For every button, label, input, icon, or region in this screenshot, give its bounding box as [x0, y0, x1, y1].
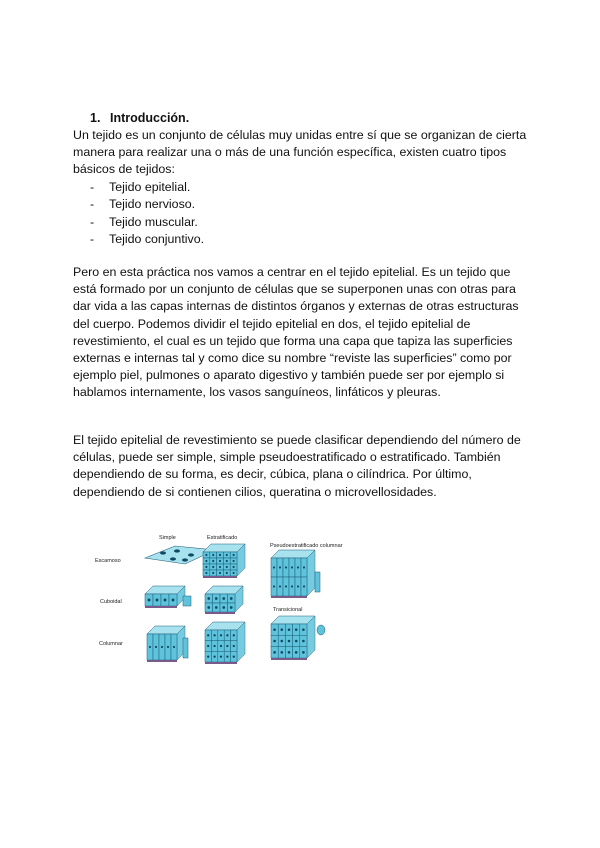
- list-item-text: Tejido epitelial.: [109, 180, 191, 194]
- columnar-stratified-nucleus: [207, 634, 209, 636]
- transitional-nucleus: [288, 651, 291, 654]
- transitional-nucleus: [281, 640, 284, 643]
- transitional-nucleus: [302, 651, 305, 654]
- intro-text: Un tejido es un conjunto de células muy unidas entre sí que se organizan de cierta manera para realizar una o más de una función específica, existen cuatro tipos básicos de tejidos:: [73, 128, 527, 177]
- squamous-stratified-nucleus: [226, 572, 228, 574]
- epithelial-tissue-figure: [75, 526, 365, 671]
- columnar-simple-nucleus: [155, 646, 157, 648]
- cuboidal-simple-nucleus: [148, 599, 151, 602]
- pseudostratified-basement: [271, 596, 307, 598]
- pseudostratified-side: [307, 550, 315, 596]
- squamous-stratified-nucleus: [205, 560, 207, 562]
- transitional-nucleus: [302, 628, 305, 631]
- transitional-nucleus: [295, 628, 298, 631]
- pseudostratified-nucleus: [297, 566, 299, 568]
- columnar-single-cell: [183, 638, 188, 658]
- cuboidal-stratified-basement: [205, 612, 235, 614]
- list-item-text: Tejido conjuntivo.: [109, 232, 205, 247]
- pseudostratified-nucleus: [291, 585, 293, 587]
- label-cuboidal: Cuboidal: [100, 599, 122, 605]
- pseudostratified-nucleus: [285, 585, 287, 587]
- squamous-stratified-nucleus: [219, 560, 221, 562]
- label-squamous: Escamoso: [95, 558, 121, 564]
- section-heading: [90, 111, 189, 125]
- label-columnar: Columnar: [99, 641, 123, 647]
- transitional-nucleus: [302, 640, 305, 643]
- transitional-nucleus: [281, 628, 284, 631]
- cuboidal-stratified-nucleus: [215, 597, 218, 600]
- cuboidal-simple-basement: [145, 606, 177, 608]
- list-item-text: Tejido nervioso.: [109, 197, 196, 212]
- epithelial-text: Pero en esta práctica nos vamos a centrar en el tejido epitelial. Es un tejido que está formado por un conjunto de células que se superponen unas con otras para dar vida a las capas internas de distintos órganos y externas de otras estructuras del cuerpo. Podemos dividir el tejido epitelial en dos, el tejido epitelial de revestimiento, el cual es un tejido que forma una capa que tapiza las superficies externas e internas tal y como dice su nombre “reviste las superficies” como por ejemplo piel, pulmones o aparato digestivo y también puede ser por ejemplo si hablamos internamente, los vasos sanguíneos, linfáticos y pleuras.: [73, 265, 519, 400]
- squamous-stratified-nucleus: [233, 554, 235, 556]
- transitional-nucleus: [295, 651, 298, 654]
- squamous-stratified-nucleus: [205, 572, 207, 574]
- list-item: - Tejido conjuntivo.: [90, 231, 204, 248]
- transitional-nucleus: [273, 640, 276, 643]
- columnar-stratified-nucleus: [226, 634, 228, 636]
- squamous-stratified-nucleus: [226, 560, 228, 562]
- cuboidal-stratified-nucleus: [207, 606, 210, 609]
- list-item: - Tejido nervioso.: [90, 196, 204, 213]
- cuboidal-stratified-nucleus: [215, 606, 218, 609]
- transitional-basement: [271, 658, 307, 660]
- columnar-stratified-nucleus: [220, 634, 222, 636]
- squamous-stratified-nucleus: [233, 572, 235, 574]
- cuboidal-simple-nucleus: [164, 599, 167, 602]
- squamous-stratified-nucleus: [233, 566, 235, 568]
- pseudostratified-nucleus: [291, 566, 293, 568]
- squamous-stratified-nucleus: [233, 560, 235, 562]
- cuboidal-simple-nucleus: [156, 599, 159, 602]
- squamous-simple-nucleus: [160, 551, 166, 554]
- pseudostratified-nucleus: [285, 566, 287, 568]
- squamous-stratified-nucleus: [212, 572, 214, 574]
- intro-paragraph: [73, 127, 533, 179]
- label-transitional: Transicional: [273, 607, 303, 613]
- cuboidal-stratified-nucleus: [222, 597, 225, 600]
- columnar-stratified-nucleus: [213, 645, 215, 647]
- squamous-simple-nucleus: [170, 557, 176, 560]
- classification-text: El tejido epitelial de revestimiento se puede clasificar dependiendo del número de células, puede ser simple, simple pseudoestratificado o estratificado. También dependiendo de su forma, es decir, cúbica, plana o cilíndrica. Por último, dependiendo de si contienen cilios, queratina o microvellosidades.: [73, 433, 521, 499]
- columnar-stratified-basement: [205, 662, 237, 664]
- squamous-stratified-nucleus: [219, 572, 221, 574]
- list-item: - Tejido muscular.: [90, 214, 204, 231]
- columnar-stratified-nucleus: [233, 634, 235, 636]
- tissue-types-list: [90, 179, 204, 249]
- columnar-stratified-nucleus: [226, 645, 228, 647]
- pseudostratified-nucleus: [273, 585, 275, 587]
- pseudostratified-nucleus: [279, 585, 281, 587]
- columnar-simple-nucleus: [161, 646, 163, 648]
- cuboidal-stratified-nucleus: [230, 606, 233, 609]
- cuboidal-stratified-nucleus: [230, 597, 233, 600]
- cuboidal-stratified-nucleus: [222, 606, 225, 609]
- squamous-stratified-nucleus: [212, 560, 214, 562]
- squamous-stratified-nucleus: [219, 554, 221, 556]
- columnar-simple-nucleus: [167, 646, 169, 648]
- squamous-stratified-nucleus: [212, 554, 214, 556]
- transitional-single-cell: [317, 625, 325, 635]
- columnar-stratified-nucleus: [220, 656, 222, 658]
- pseudostratified-nucleus: [273, 566, 275, 568]
- columnar-stratified-nucleus: [213, 656, 215, 658]
- squamous-stratified-nucleus: [212, 566, 214, 568]
- squamous-simple-nucleus: [174, 549, 180, 552]
- columnar-stratified-nucleus: [207, 656, 209, 658]
- pseudostratified-nucleus: [303, 566, 305, 568]
- squamous-stratified-basement: [203, 576, 237, 578]
- squamous-stratified-nucleus: [226, 554, 228, 556]
- transitional-nucleus: [281, 651, 284, 654]
- cuboidal-simple-nucleus: [172, 599, 175, 602]
- squamous-simple-nucleus: [182, 558, 188, 561]
- columnar-simple-basement: [147, 660, 177, 662]
- columnar-simple-nucleus: [173, 646, 175, 648]
- pseudostratified-nucleus: [279, 566, 281, 568]
- columnar-stratified-nucleus: [233, 656, 235, 658]
- section-number: 1.: [90, 111, 101, 125]
- cuboidal-stratified-nucleus: [207, 597, 210, 600]
- label-stratified: Estratificado: [207, 535, 238, 541]
- transitional-nucleus: [288, 628, 291, 631]
- pseudostratified-nucleus: [297, 585, 299, 587]
- list-item-text: Tejido muscular.: [109, 214, 198, 229]
- section-title: Introducción.: [110, 111, 190, 125]
- columnar-stratified-nucleus: [226, 656, 228, 658]
- epithelial-paragraph: [73, 264, 533, 402]
- columnar-stratified-nucleus: [207, 645, 209, 647]
- columnar-stratified-nucleus: [213, 634, 215, 636]
- cuboidal-single-cell: [183, 596, 191, 606]
- transitional-nucleus: [273, 651, 276, 654]
- squamous-simple-nucleus: [188, 553, 194, 556]
- columnar-stratified-nucleus: [233, 645, 235, 647]
- transitional-nucleus: [295, 640, 298, 643]
- transitional-nucleus: [273, 628, 276, 631]
- squamous-stratified-nucleus: [205, 554, 207, 556]
- label-pseudostratified: Pseudoestratificado columnar: [270, 543, 343, 549]
- squamous-stratified-nucleus: [205, 566, 207, 568]
- squamous-stratified-nucleus: [226, 566, 228, 568]
- classification-paragraph: [73, 432, 533, 501]
- pseudostratified-single-cell: [315, 572, 320, 592]
- transitional-nucleus: [288, 640, 291, 643]
- label-simple: Simple: [159, 535, 176, 541]
- columnar-stratified-nucleus: [220, 645, 222, 647]
- pseudostratified-nucleus: [303, 585, 305, 587]
- columnar-simple-nucleus: [149, 646, 151, 648]
- squamous-stratified-nucleus: [219, 566, 221, 568]
- list-item: - Tejido epitelial.: [90, 179, 204, 196]
